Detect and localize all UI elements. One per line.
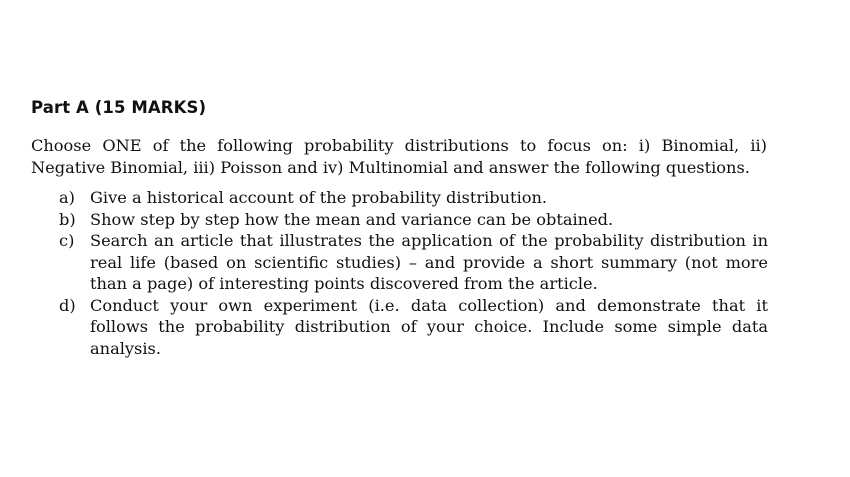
list-item [59, 209, 771, 231]
list-marker: d) [59, 295, 76, 315]
list-marker: c) [59, 231, 75, 250]
list-item [59, 187, 771, 209]
question-text: Search an article that illustrates the application of the probability distribution in real life (based on scientific studies) – and provide a short summary (not more than a page) of interesting points discovered from the article. [90, 231, 768, 293]
question-list [31, 187, 771, 359]
question-text: Give a historical account of the probability distribution. [90, 188, 548, 207]
list-item [59, 230, 771, 295]
section-heading: Part A (15 MARKS) [31, 98, 207, 117]
list-marker: a) [59, 188, 75, 207]
intro-paragraph: Choose ONE of the following probability distributions to focus on: i) Binomial, ii) Negative Binomial, iii) Poisson and iv) Multinomial and answer the following questions. [31, 136, 767, 177]
list-marker: b) [59, 209, 76, 229]
question-text: Conduct your own experiment (i.e. data collection) and demonstrate that it follows the probability distribution of your choice. Include some simple data analysis. [90, 295, 768, 358]
list-item [59, 295, 771, 360]
document-page [31, 97, 771, 359]
question-text: Show step by step how the mean and variance can be obtained. [90, 209, 614, 229]
